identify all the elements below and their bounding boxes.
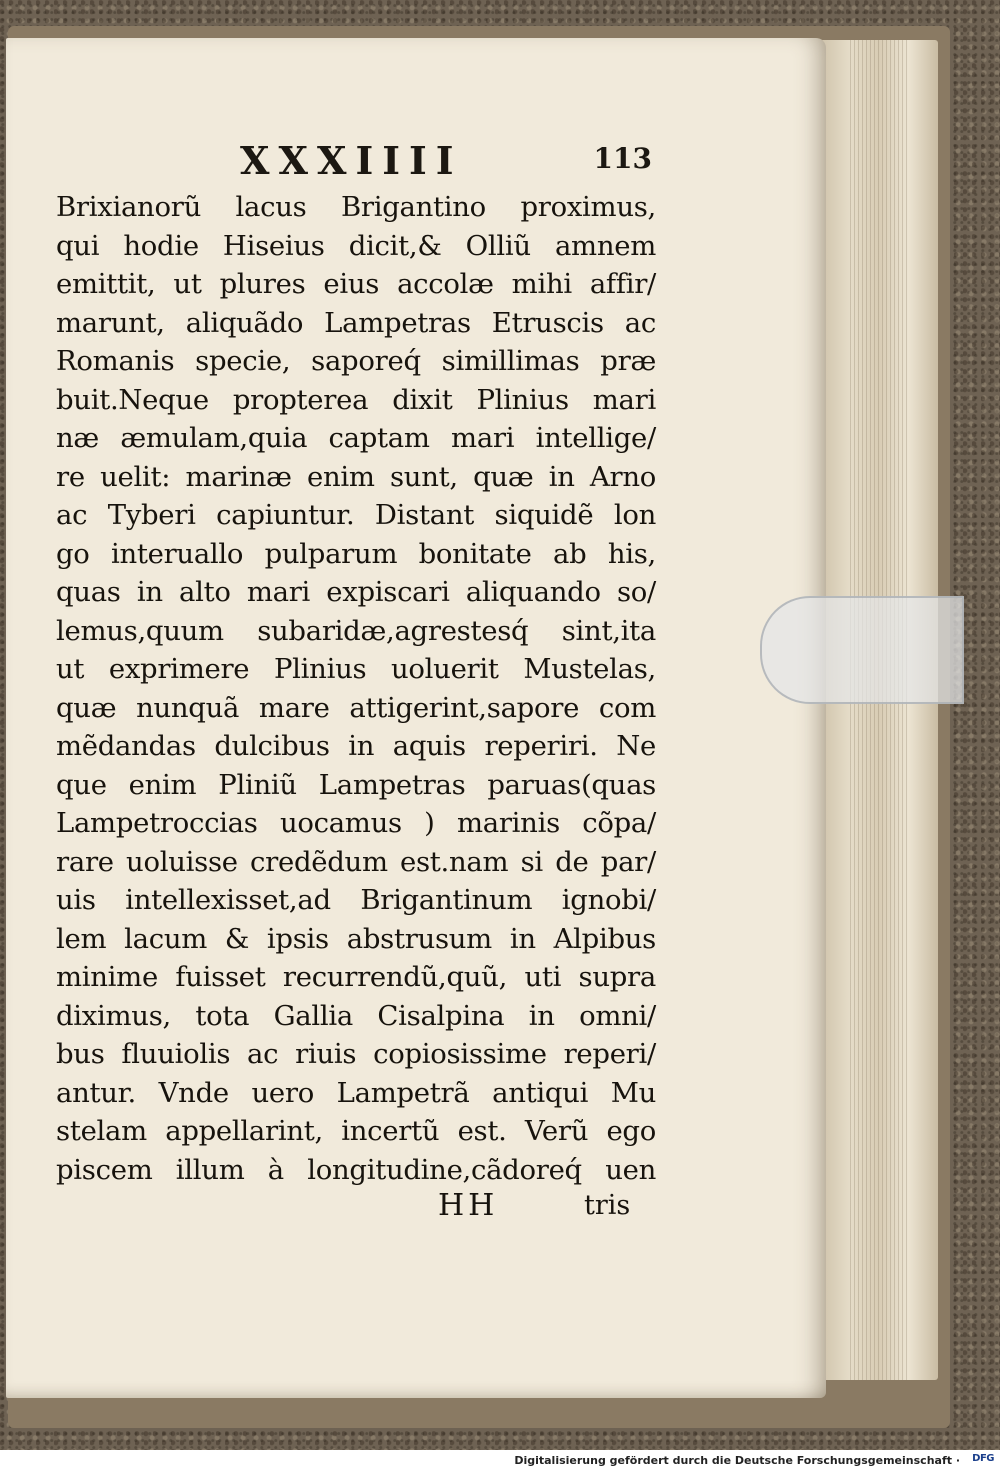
text-line: rare uoluisse credẽdum est.nam si de par/ <box>56 845 656 878</box>
fore-edge-texture <box>850 40 910 1380</box>
text-block <box>56 188 656 1189</box>
text-line: uis intellexisset,ad Brigantinum ignobi/ <box>56 884 656 916</box>
signature-mark: HH <box>438 1188 499 1223</box>
text-line: lem lacum & ipsis abstrusum in Alpibus <box>56 922 656 955</box>
text-line: antur. Vnde uero Lampetrã antiqui Mu <box>56 1076 656 1109</box>
page-clip <box>760 596 964 704</box>
text-line: ac Tyberi capiuntur. Distant siquidẽ lon <box>56 499 656 531</box>
text-line: minime fuisset recurrendũ,quũ, uti supra <box>56 961 656 993</box>
catchword: tris <box>584 1190 631 1221</box>
running-head: XXXIIII <box>240 138 463 183</box>
text-line: qui hodie Hiseius dicit,& Olliũ amnem <box>56 229 656 262</box>
text-line: Brixianorũ lacus Brigantino proximus, <box>56 191 656 223</box>
folio-number: 113 <box>593 142 652 175</box>
text-line: stelam appellarint, incertũ est. Verũ ego <box>56 1115 656 1147</box>
dfg-logo: DFG <box>972 1453 994 1464</box>
text-line: mẽdandas dulcibus in aquis reperiri. Ne <box>56 730 656 762</box>
text-line: diximus, tota Gallia Cisalpina in omni/ <box>56 999 656 1032</box>
text-line: ut exprimere Plinius uoluerit Mustelas, <box>56 653 656 685</box>
page-header <box>240 138 660 188</box>
text-line: que enim Pliniũ Lampetras paruas(quas <box>56 768 656 801</box>
text-line: Lampetroccias uocamus ) marinis cõpa/ <box>56 807 656 839</box>
text-line: næ æmulam,quia captam mari intellige/ <box>56 422 656 454</box>
footer-bar <box>0 1450 1000 1473</box>
text-line: re uelit: marinæ enim sunt, quæ in Arno <box>56 460 656 493</box>
text-line: emittit, ut plures eius accolæ mihi affir/ <box>56 268 656 300</box>
text-line: Romanis specie, saporeq́ simillimas præ <box>56 345 656 377</box>
text-line: quas in alto mari expiscari aliquando so/ <box>56 576 656 608</box>
text-line: piscem illum à longitudine,cãdoreq́ uen <box>56 1153 656 1186</box>
text-line: quæ nunquã mare attigerint,sapore com <box>56 691 656 724</box>
funding-credit: Digitalisierung gefördert durch die Deutsche Forschungsgemeinschaft · <box>514 1454 960 1467</box>
text-line: marunt, aliquãdo Lampetras Etruscis ac <box>56 306 656 339</box>
text-line: go interuallo pulparum bonitate ab his, <box>56 537 656 570</box>
text-line: lemus,quum subaridæ,agrestesq́ sint,ita <box>56 614 656 647</box>
text-line: buit.Neque propterea dixit Plinius mari <box>56 383 656 416</box>
text-line: bus fluuiolis ac riuis copiosissime reperi/ <box>56 1038 656 1070</box>
